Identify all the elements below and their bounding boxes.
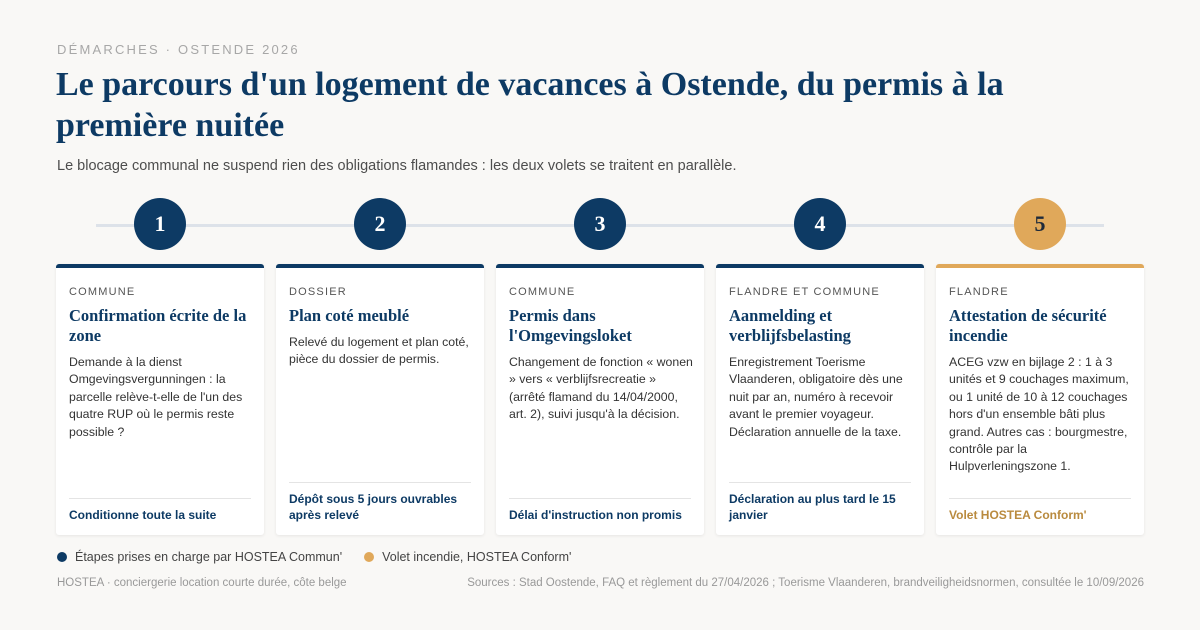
legend: [57, 550, 593, 564]
step-card-2: [276, 264, 484, 535]
page-subtitle: Le blocage communal ne suspend rien des obligations flamandes : les deux volets se traitent en parallèle.: [57, 158, 737, 174]
page-title: Le parcours d'un logement de vacances à Ostende, du permis à la première nuitée: [56, 66, 1004, 144]
card-tag: FLANDRE ET COMMUNE: [729, 286, 880, 298]
legend-label: Étapes prises en charge par HOSTEA Commun': [75, 550, 343, 564]
card-footer: Volet HOSTEA Conform': [949, 498, 1131, 523]
card-tag: COMMUNE: [69, 286, 136, 298]
step-card-5: [936, 264, 1144, 535]
card-tag: DOSSIER: [289, 286, 347, 298]
card-footer: Déclaration au plus tard le 15 janvier: [729, 482, 911, 523]
step-circle-4: 4: [794, 198, 846, 250]
legend-item-commun: [57, 550, 342, 564]
step-card-1: [56, 264, 264, 535]
step-circle-2: 2: [354, 198, 406, 250]
eyebrow: DÉMARCHES · OSTENDE 2026: [57, 42, 300, 57]
legend-label: Volet incendie, HOSTEA Conform': [382, 550, 572, 564]
legend-navy-dot-icon: [57, 552, 67, 562]
card-body: Relevé du logement et plan coté, pièce du dossier de permis.: [289, 335, 469, 367]
card-body: Enregistrement Toerisme Vlaanderen, obligatoire dès une nuit par an, numéro à recevoir avant le premier voyageur. Déclaration annuelle de la taxe.: [729, 355, 903, 439]
card-tag: COMMUNE: [509, 286, 576, 298]
card-footer: Conditionne toute la suite: [69, 498, 251, 523]
step-circle-5: 5: [1014, 198, 1066, 250]
step-card-4: [716, 264, 924, 535]
card-body: ACEG vzw en bijlage 2 : 1 à 3 unités et 9 couchages maximum, ou 1 unité de 10 à 12 couchages hors d'un ensemble bâti plus grand. Autres cas : bourgmestre, contrôle par la Hulpverleningszone 1.: [949, 355, 1129, 474]
footer-brand: HOSTEA · conciergerie location courte durée, côte belge: [57, 577, 347, 589]
legend-gold-dot-icon: [364, 552, 374, 562]
card-title: Permis dans l'Omgevingsloket: [509, 306, 632, 345]
step-circle-1: 1: [134, 198, 186, 250]
card-title: Attestation de sécurité incendie: [949, 306, 1107, 345]
legend-item-conform: [364, 550, 571, 564]
card-title: Aanmelding et verblijfsbelasting: [729, 306, 851, 345]
card-title: Confirmation écrite de la zone: [69, 306, 247, 345]
card-body: Changement de fonction « wonen » vers « verblijfsrecreatie » (arrêté flamand du 14/04/2000, art. 2), suivi jusqu'à la décision.: [509, 355, 693, 422]
card-footer: Dépôt sous 5 jours ouvrables après relevé: [289, 482, 471, 523]
step-circle-3: 3: [574, 198, 626, 250]
step-card-3: [496, 264, 704, 535]
card-footer: Délai d'instruction non promis: [509, 498, 691, 523]
footer-sources: Sources : Stad Oostende, FAQ et règlement du 27/04/2026 ; Toerisme Vlaanderen, brandveiligheidsnormen, consultée le 10/09/2026: [467, 577, 1144, 589]
card-body: Demande à la dienst Omgevingsvergunningen : la parcelle relève-t-elle de l'un des quatre RUP où le permis reste possible ?: [69, 355, 243, 439]
card-tag: FLANDRE: [949, 286, 1009, 298]
card-title: Plan coté meublé: [289, 306, 410, 325]
